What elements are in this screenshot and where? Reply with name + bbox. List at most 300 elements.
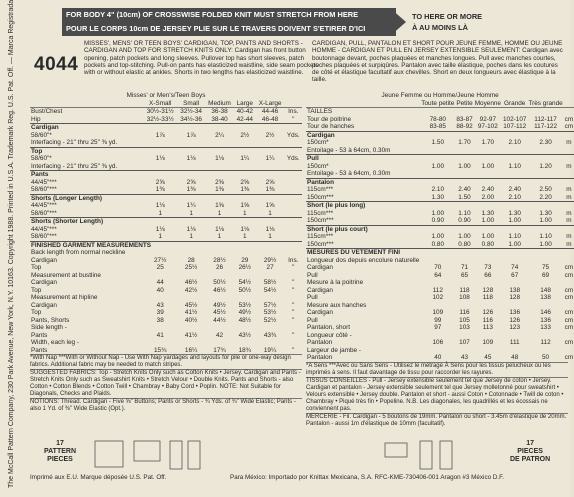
table-cell xyxy=(205,139,234,147)
table-row xyxy=(306,279,574,287)
table-cell xyxy=(455,332,473,340)
table-cell xyxy=(285,339,302,347)
table-cell xyxy=(527,147,563,155)
table-cell: 1¼ xyxy=(265,155,275,162)
table-cell xyxy=(256,249,285,257)
table-cell: 50½ xyxy=(213,279,226,286)
garment-header: Short (le plus court) xyxy=(306,225,574,233)
size-header: Très grande xyxy=(528,99,563,107)
table-row xyxy=(306,186,574,194)
table-row xyxy=(306,264,574,272)
table-row xyxy=(30,294,302,302)
table-cell xyxy=(177,339,205,347)
garment-sketch xyxy=(380,437,490,471)
table-cell: 150cm* xyxy=(307,139,329,146)
table-cell: 109 xyxy=(482,339,494,346)
table-row xyxy=(30,347,302,355)
table-cell: 1.20 xyxy=(539,162,552,170)
table-cell: Top xyxy=(31,264,42,271)
table-cell: 97 xyxy=(434,324,442,331)
table-cell xyxy=(474,108,502,116)
table-cell: 42 xyxy=(215,331,224,339)
table-cell xyxy=(234,249,256,257)
table-cell: Cardigan xyxy=(307,309,333,316)
table-cell: 1.00 xyxy=(458,162,471,170)
table-cell: 2.40 xyxy=(481,186,495,193)
table-row xyxy=(306,272,574,280)
table-cell: Pantalon xyxy=(307,354,333,361)
table-cell xyxy=(455,279,473,287)
table-row xyxy=(30,324,302,332)
table-cell xyxy=(205,163,234,171)
stretch-gauge-english: FOR BODY 4" (10cm) OF CROSSWISE FOLDED KNIT MUST STRETCH FROM HERE xyxy=(62,8,396,22)
table-cell: 1.00 xyxy=(481,233,495,240)
table-cell: Yds. xyxy=(286,131,300,139)
left_table-table xyxy=(30,92,302,354)
table-row xyxy=(30,108,302,116)
table-cell xyxy=(285,249,302,257)
table-cell: 32½-34 xyxy=(180,108,202,115)
pattern-pieces-count-en: 17 PATTERN PIECES xyxy=(44,440,77,463)
garment-header: Pants xyxy=(30,171,302,179)
table-cell xyxy=(564,279,574,287)
table-cell: 58/60"* xyxy=(31,155,52,162)
table-cell: 50½ xyxy=(238,286,252,294)
table-cell: 118 xyxy=(482,294,493,301)
table-cell: 57½ xyxy=(263,301,277,309)
garment-header: Short (le plus long) xyxy=(306,202,574,210)
table-cell xyxy=(285,163,302,171)
french-column xyxy=(306,92,574,432)
notions-note: NOTIONS: Thread. Cardigan - Five ⅝" Buttons; Pants or Shorts - ¾ Yds. of ¾" Wide Elastic; Pants - also 1 Yd. of ⅜" Wide Elastic (Opt.). xyxy=(30,398,302,413)
table-cell: " xyxy=(292,264,295,271)
table-cell: " xyxy=(292,286,295,294)
table-cell: 15¾ xyxy=(153,346,167,354)
table-cell: cm xyxy=(564,354,574,361)
table-cell: 1.70 xyxy=(458,139,471,146)
table-cell: Entoilage - 53 à 64cm, 0.30m xyxy=(307,146,391,154)
table-row xyxy=(30,233,302,241)
table-cell: 1.00 xyxy=(481,162,495,170)
table-cell xyxy=(502,257,527,265)
table-cell: 133 xyxy=(540,324,551,331)
table-cell: Pantalon, short xyxy=(307,324,350,331)
table-cell: 150cm* xyxy=(307,162,329,170)
table-cell: 46½ xyxy=(184,279,198,286)
table-cell: 2.00 xyxy=(481,193,495,201)
table-cell: 1 xyxy=(189,209,193,217)
size-group-header: Misses' or Men's/Teen Boys xyxy=(126,92,206,99)
table-row xyxy=(306,287,574,295)
table-cell: 117-122 xyxy=(534,123,558,130)
table-cell: 58½ xyxy=(263,279,277,286)
table-cell: Pull xyxy=(307,271,318,279)
table-row xyxy=(30,257,302,265)
table-row xyxy=(306,116,574,124)
table-row xyxy=(30,279,302,287)
garment-header: Cardigan xyxy=(306,131,574,139)
table-cell xyxy=(502,302,527,310)
table-cell: 1 xyxy=(243,233,247,240)
table-cell: Cardigan xyxy=(307,264,333,271)
table-row xyxy=(306,241,574,249)
table-cell: 1¼ xyxy=(240,155,250,162)
table-cell: 1⅜ xyxy=(265,186,275,193)
table-cell xyxy=(143,294,177,302)
table-cell: 1 xyxy=(158,233,162,240)
table-cell: cm xyxy=(564,123,574,130)
table-cell: 78-80 xyxy=(429,115,446,123)
table-cell: 2.10 xyxy=(508,193,521,201)
table-cell xyxy=(455,257,473,265)
table-cell: 1⅝ xyxy=(265,202,275,209)
table-cell: 49½ xyxy=(213,301,226,309)
pattern-header xyxy=(34,40,566,92)
table-cell xyxy=(420,257,455,265)
table-cell: 26 xyxy=(215,264,224,271)
table-row xyxy=(30,155,302,163)
table-cell xyxy=(143,163,177,171)
footer xyxy=(30,474,568,490)
table-cell: 118 xyxy=(459,286,470,294)
table-cell: 45½ xyxy=(213,309,226,316)
table-cell: TAILLES xyxy=(307,108,333,115)
table-cell: 115cm*** xyxy=(307,186,334,193)
table-cell xyxy=(455,147,473,155)
table-cell: 106 xyxy=(432,339,444,346)
table-row xyxy=(30,163,302,171)
table-cell: 26½ xyxy=(238,264,252,271)
table-cell: 67 xyxy=(511,271,519,279)
table-cell: 25 xyxy=(156,264,164,271)
table-cell: 109 xyxy=(432,309,444,316)
table-cell: Longueur dos depuis encolure naturelle xyxy=(307,256,420,264)
table-cell xyxy=(256,163,285,171)
table-cell xyxy=(420,108,455,116)
size-header: Medium xyxy=(208,99,231,107)
table-cell: 71 xyxy=(460,264,469,271)
table-cell xyxy=(234,272,256,280)
table-cell: 128 xyxy=(482,286,494,294)
table-cell: m xyxy=(566,162,572,170)
table-cell xyxy=(455,108,473,116)
table-cell xyxy=(256,324,285,332)
table-cell xyxy=(205,324,234,332)
table-cell: 29 xyxy=(241,256,249,264)
table-cell xyxy=(256,294,285,302)
table-row xyxy=(306,294,574,302)
size-header: X-Large xyxy=(258,99,282,107)
table-cell: 19¼ xyxy=(263,346,277,354)
table-cell: 30½-31½ xyxy=(146,108,174,115)
table-cell: 44 xyxy=(156,279,164,286)
table-cell: 58/60"*** xyxy=(31,209,57,217)
table-cell xyxy=(564,170,574,178)
table-cell xyxy=(564,147,574,155)
table-cell: Bust/Chest xyxy=(31,108,63,115)
table-cell xyxy=(177,294,205,302)
table-cell xyxy=(564,302,574,310)
table-cell: 146 xyxy=(540,309,551,316)
table-cell: 38-40 xyxy=(211,115,228,123)
table-cell: cm xyxy=(564,286,574,294)
table-cell: 1 xyxy=(243,209,247,217)
table-row xyxy=(30,249,302,257)
table-cell: 1.10 xyxy=(539,233,552,240)
table-cell xyxy=(256,339,285,347)
suggested-note: SUGGESTED FABRICS: Top - Stretch Knits Only such as Cotton Knits • Jersey. Cardigan and Pants - Stretch Knits Only such as Sweatshirt Knits • Stretch Velour • Double Knits. Pants and Shorts - also Cotton • Cotton Blends • Cotton Twill • Chambray • Baby Cord • Poplin. NOTE: Not Suitable for Diagonals, Checks and Plaids. xyxy=(30,370,301,397)
table-cell xyxy=(502,332,527,340)
table-cell: 1 xyxy=(158,209,162,217)
notions-note: MERCERIE - Fil. Cardigan - 5 boutons de 19mm. Pantalon ou short - 3.45m d'élastique de 20mm. Pantalon - aussi 1m d'élastique de 10mm (facultatif). xyxy=(306,413,567,427)
table-row xyxy=(30,332,302,340)
table-cell: 0.80 xyxy=(481,240,495,248)
table-cell: 1 xyxy=(189,233,193,240)
table-cell: 29½ xyxy=(263,256,277,264)
table-cell xyxy=(474,332,502,340)
table-cell xyxy=(420,347,455,355)
table-cell: Top xyxy=(31,286,42,294)
table-row xyxy=(306,210,574,218)
pattern-pieces-sketch xyxy=(90,437,220,471)
table-cell: 75 xyxy=(542,264,550,271)
table-cell: 2½ xyxy=(265,131,275,139)
stretch-gauge-end xyxy=(412,11,482,33)
table-cell: 49½ xyxy=(238,309,252,316)
size-header: X-Small xyxy=(149,99,172,107)
table-cell: 2⅝ xyxy=(155,178,165,186)
table-cell: 40 xyxy=(434,354,442,361)
table-cell xyxy=(527,302,563,310)
table-cell: 1⅜ xyxy=(186,186,196,193)
table-cell xyxy=(285,202,302,210)
table-cell xyxy=(564,347,574,355)
table-cell xyxy=(177,163,205,171)
table-cell: 136 xyxy=(509,309,521,316)
garment-header: Pull xyxy=(306,155,574,163)
publisher-line: The McCall Pattern Company, 230 Park Avenue, New York, N.Y. 10163. Copyright 1988. Printed in U.S.A. Trademark Reg. U.S. Pat. Off. — Marca Registrada xyxy=(8,0,15,488)
table-cell: Cardigan xyxy=(307,286,333,294)
table-cell: 17¾ xyxy=(213,346,226,354)
table-cell: 111 xyxy=(509,339,520,346)
table-cell: 150cm*** xyxy=(307,217,334,224)
table-cell: " xyxy=(292,346,295,354)
stretch-end-french: À AU MOINS LÀ xyxy=(412,23,468,32)
table-cell: Pantalon xyxy=(307,339,333,346)
table-cell xyxy=(285,324,302,332)
table-cell: Back length from normal neckline xyxy=(31,249,126,256)
table-cell xyxy=(177,272,205,280)
table-cell xyxy=(285,210,302,218)
table-row xyxy=(306,354,574,362)
table-cell: 27½ xyxy=(153,256,167,264)
table-cell: Cardigan xyxy=(31,256,57,264)
table-cell: Tour de poitrine xyxy=(307,115,352,123)
table-cell: cm xyxy=(564,309,574,316)
table-cell xyxy=(455,347,473,355)
table-cell: 1⅞ xyxy=(155,131,165,139)
table-cell: Mesure à la poitrine xyxy=(307,279,364,286)
table-cell: 0.90 xyxy=(431,217,445,224)
table-cell: 2⅝ xyxy=(240,178,250,186)
table-cell: 50 xyxy=(542,354,550,361)
table-row xyxy=(30,132,302,140)
table-cell: Cardigan xyxy=(31,301,57,309)
table-cell: Pants xyxy=(31,331,48,339)
table-cell: Width, each leg - xyxy=(31,339,79,346)
table-cell: Pants xyxy=(31,346,48,354)
table-cell: 70 xyxy=(434,264,442,271)
table-cell: 54½ xyxy=(238,279,252,286)
table-cell: 107-112 xyxy=(503,123,527,130)
table-cell xyxy=(177,249,205,257)
table-cell: 1.50 xyxy=(458,193,471,201)
table-cell: 1.30 xyxy=(431,193,445,201)
table-cell xyxy=(234,139,256,147)
table-cell: 1.70 xyxy=(481,139,495,146)
table-cell: cm xyxy=(564,271,574,279)
table-row xyxy=(306,233,574,241)
english-description: MISSES', MENS' OR TEEN BOYS' CARDIGAN, TOP, PANTS AND SHORTS - CARDIGAN AND TOP FOR STRETCH KNITS ONLY: Cardigan has front button opening, patch pockets and long sleeves. Pullover top has short sleeves, patch pockets and top-stitching. Pull-on pants has elasticized waistline, side seam pockets with or without elastic at ankles. Shorts in two lengths has elasticized waistline. xyxy=(84,40,319,77)
table-cell: 1⅞ xyxy=(186,131,196,139)
publisher-sidebar xyxy=(0,0,30,497)
table-cell: 1⅛ xyxy=(155,155,165,162)
table-cell xyxy=(455,302,473,310)
table-cell: Longueur côté - xyxy=(307,331,352,339)
table-cell xyxy=(474,302,502,310)
table-row xyxy=(306,317,574,325)
table-cell xyxy=(177,324,205,332)
table-cell: Interfacing - 21" thru 25" ⅜ yd. xyxy=(31,139,118,146)
table-cell: 43 xyxy=(460,354,469,361)
table-cell: Largeur de jambe - xyxy=(307,346,361,354)
table-cell xyxy=(177,139,205,147)
table-cell: 42-44 xyxy=(236,115,253,123)
table-cell: 1.00 xyxy=(539,217,552,224)
table-cell: " xyxy=(292,279,295,286)
table-cell: Cardigan xyxy=(31,279,57,286)
table-row xyxy=(30,186,302,194)
garment-header: Shorts (Longer Length) xyxy=(30,194,302,202)
table-cell xyxy=(502,170,527,178)
table-cell: Pull xyxy=(307,294,318,301)
table-cell: 1.30 xyxy=(508,209,521,217)
stretch-end-english: TO HERE OR MORE xyxy=(412,12,483,21)
size-header: Petite xyxy=(456,99,473,107)
table-cell: Pants, Shorts xyxy=(31,316,70,324)
stretch-gauge-french: POUR LE CORPS 10cm DE JERSEY PLIE SUR LE TRAVERS DOIVENT S'ETIRER D'ICI xyxy=(62,22,396,36)
table-cell xyxy=(420,147,455,155)
table-cell: Side length - xyxy=(31,324,67,331)
table-cell: m xyxy=(566,139,572,146)
table-cell xyxy=(205,294,234,302)
table-cell: Tour de hanches xyxy=(307,123,355,130)
table-cell: 1.00 xyxy=(481,217,495,224)
table-cell: 27 xyxy=(266,264,274,271)
garment-header: Cardigan xyxy=(30,124,302,132)
table-cell: 112 xyxy=(540,339,551,346)
table-cell: " xyxy=(292,316,295,324)
table-cell: 44/45"*** xyxy=(31,178,57,186)
table-cell: 58/60"*** xyxy=(31,233,57,240)
table-cell: 41½ xyxy=(184,309,198,316)
table-cell: 88-92 xyxy=(456,123,473,130)
table-cell: 105 xyxy=(459,316,470,324)
table-cell xyxy=(234,324,256,332)
table-cell: 138 xyxy=(509,286,521,294)
table-cell xyxy=(143,139,177,147)
table-cell: 2.30 xyxy=(539,139,552,146)
table-cell: 39 xyxy=(156,309,164,316)
table-cell: 1⅛ xyxy=(215,155,224,162)
table-cell xyxy=(205,339,234,347)
table-cell: 52½ xyxy=(263,316,277,324)
table-cell xyxy=(502,147,527,155)
table-cell: 1.10 xyxy=(458,209,471,217)
table-cell: 1.50 xyxy=(431,139,445,146)
table-cell: 1⅛ xyxy=(265,225,275,233)
size-header: Grande xyxy=(504,99,526,107)
table-cell: Measurement at hipline xyxy=(31,294,98,301)
table-cell: 1 xyxy=(217,209,222,217)
table-row xyxy=(30,317,302,325)
table-cell: 38 xyxy=(156,316,164,324)
size-header: Moyenne xyxy=(474,99,501,107)
table-cell xyxy=(285,294,302,302)
table-row xyxy=(30,139,302,147)
table-cell: 1⅛ xyxy=(155,202,165,209)
table-row xyxy=(30,272,302,280)
table-cell: 1 xyxy=(268,233,272,240)
table-row xyxy=(30,210,302,218)
table-cell: " xyxy=(292,301,295,309)
table-cell: 97-102 xyxy=(477,123,498,130)
table-cell: 1⅜ xyxy=(155,186,165,193)
table-cell: 41 xyxy=(156,331,164,339)
table-row xyxy=(30,302,302,310)
pattern-pieces-count-fr: 17 PIECES DE PATRON xyxy=(510,440,551,463)
table-cell xyxy=(285,226,302,234)
table-cell: 1⅜ xyxy=(215,186,224,193)
table-cell: 1.00 xyxy=(508,217,521,224)
table-row xyxy=(306,217,574,225)
table-cell xyxy=(285,179,302,187)
table-cell xyxy=(205,272,234,280)
table-row xyxy=(306,108,574,116)
table-cell: 123 xyxy=(509,324,521,331)
table-cell: 73 xyxy=(484,264,492,271)
table-cell xyxy=(474,257,502,265)
table-cell: 1.00 xyxy=(508,240,521,248)
table-cell: 43½ xyxy=(238,331,252,339)
table-cell: 2.10 xyxy=(508,139,521,146)
table-cell: 92-97 xyxy=(479,115,497,123)
table-row xyxy=(306,139,574,147)
size-header: Small xyxy=(183,99,200,107)
table-cell: 112 xyxy=(432,286,443,294)
footer-left: Imprimé aux E.U. Marque déposée U.S. Pat. Off. xyxy=(30,474,167,481)
table-cell: 1⅛ xyxy=(240,225,250,233)
table-cell: 1.00 xyxy=(458,233,471,240)
table-cell: m xyxy=(566,193,572,201)
size-header: Large xyxy=(236,99,253,107)
table-cell xyxy=(455,170,473,178)
table-row xyxy=(306,324,574,332)
french-description: CARDIGAN, PULL, PANTALON ET SHORT POUR JEUNE FEMME, HOMME OU JEUNE HOMME - CARDIGAN ET PULL EN JERSEY EXTENSIBLE SEULEMENT: Cardigan avec boutonnage devant, poches plaquées et manches longues. Pull avec manches courtes, poches plaquées et surpiqûres. Pantalon avec taille élastique, poches dans les coutures de côté et élastique facultatif aux chevilles. Short en deux longueurs avec élastique à la taille. xyxy=(312,40,563,84)
table-cell: 48 xyxy=(511,354,519,361)
table-cell xyxy=(143,249,177,257)
table-cell xyxy=(474,170,502,178)
